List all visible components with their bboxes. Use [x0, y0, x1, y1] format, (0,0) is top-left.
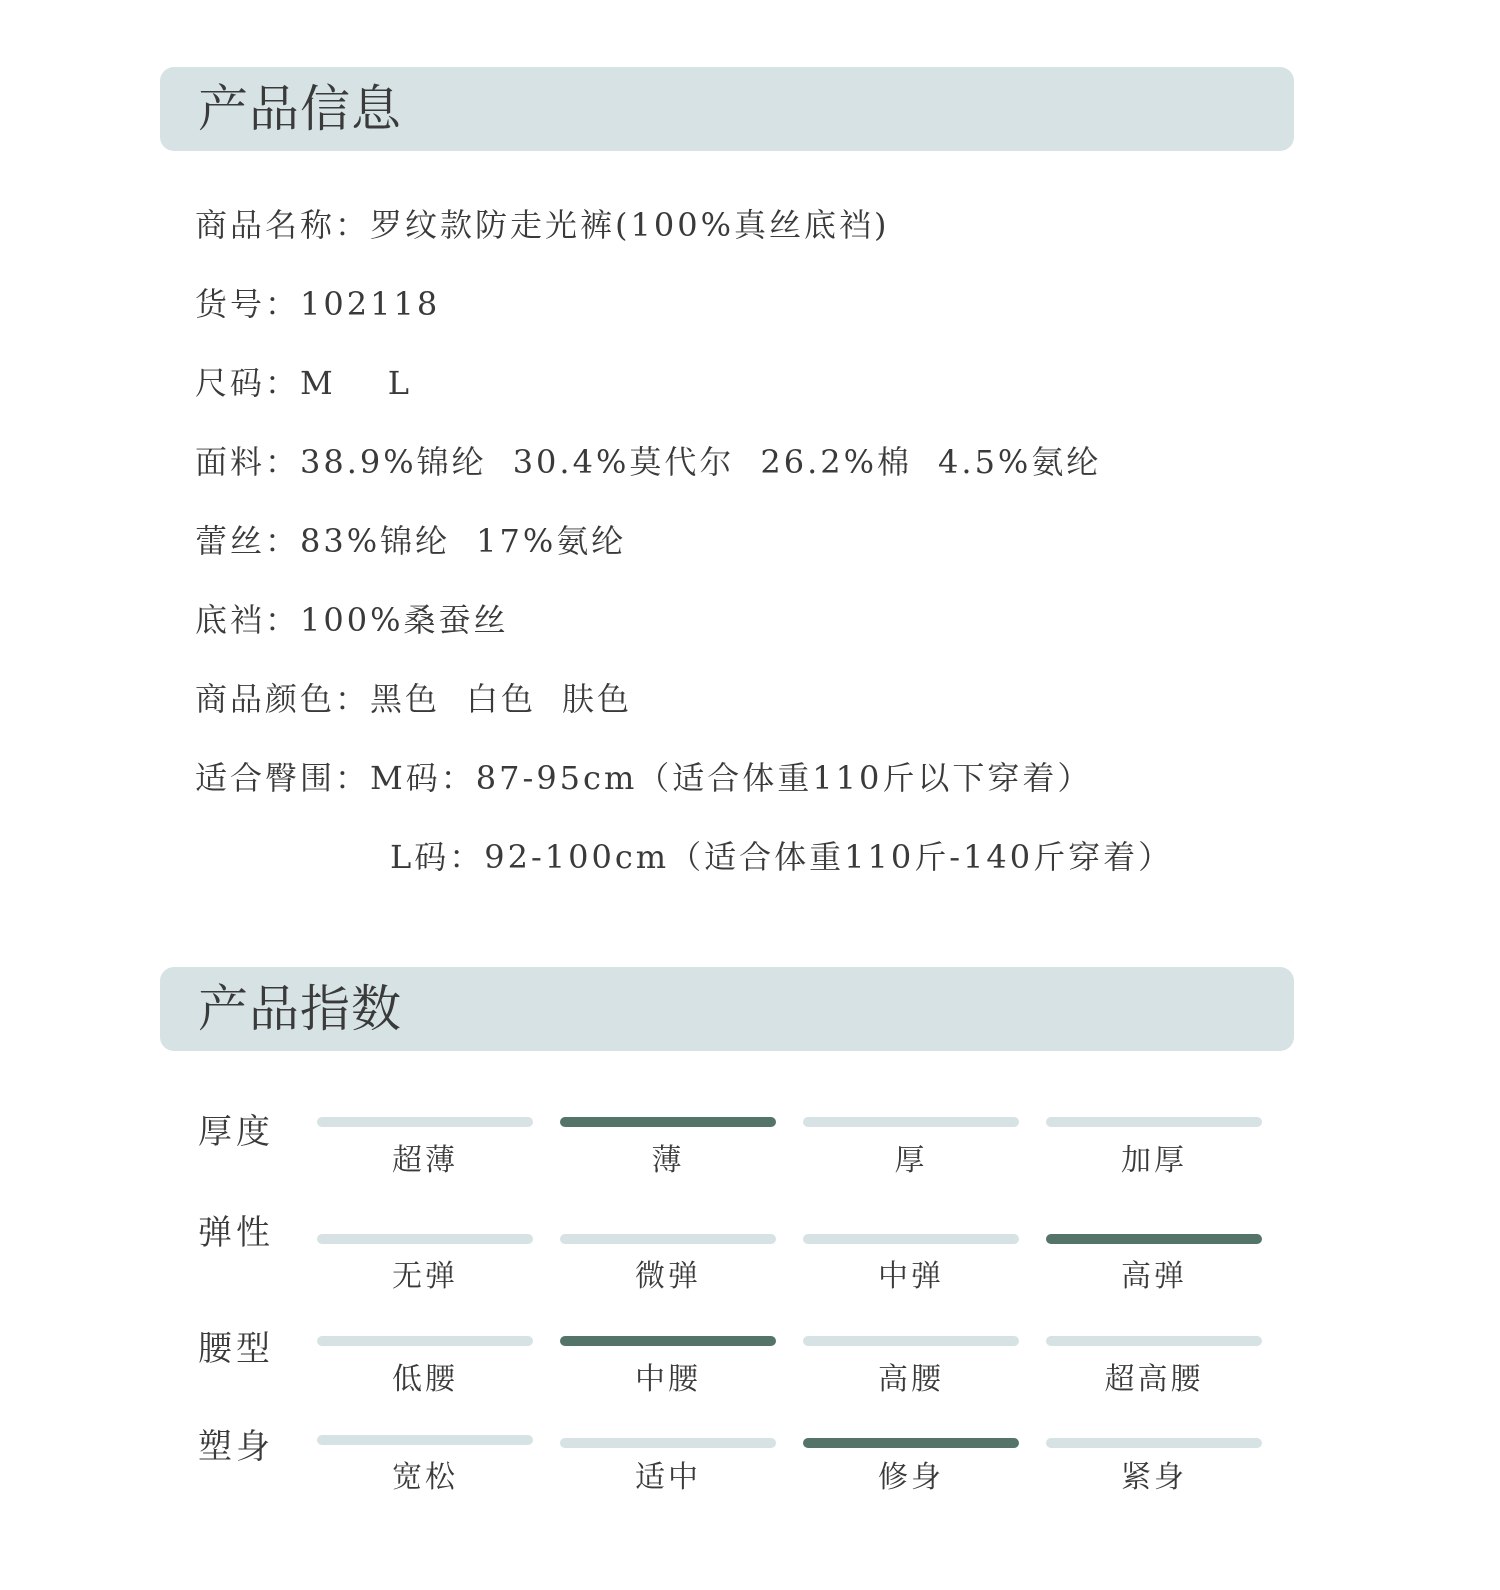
index-bar	[803, 1336, 1019, 1346]
info-row-fabric	[195, 442, 1101, 482]
product-index-title: 产品指数	[198, 980, 402, 1038]
info-row-hip-l	[390, 837, 1173, 877]
lace-item: 17%氨纶	[476, 522, 627, 560]
index-bar	[317, 1435, 533, 1445]
crotch-label: 底裆：	[195, 601, 301, 639]
index-bar	[317, 1336, 533, 1346]
info-row-sku	[195, 284, 440, 324]
index-option: 高弹	[1121, 1259, 1187, 1294]
fabric-item: 30.4%莫代尔	[512, 443, 735, 481]
index-option: 低腰	[392, 1362, 458, 1397]
index-bar	[560, 1336, 776, 1346]
lace-label: 蕾丝：	[195, 522, 301, 560]
hip-m-value: M码：87-95cm（适合体重110斤以下穿着）	[370, 759, 1093, 797]
index-bar	[560, 1117, 776, 1127]
index-bar	[1046, 1438, 1262, 1448]
index-option: 适中	[635, 1460, 701, 1495]
index-option: 中弹	[878, 1259, 944, 1294]
index-option: 厚	[894, 1143, 928, 1178]
info-row-color	[195, 679, 632, 719]
index-option: 无弹	[392, 1259, 458, 1294]
color-label: 商品颜色：	[195, 680, 371, 718]
index-bar	[560, 1438, 776, 1448]
fabric-label: 面料：	[195, 443, 301, 481]
index-label-shaping: 塑身	[198, 1427, 274, 1467]
size-l: L	[387, 364, 413, 402]
product-info-header	[160, 67, 1294, 151]
index-option: 修身	[878, 1460, 944, 1495]
info-row-size	[195, 363, 412, 403]
index-label-thickness: 厚度	[198, 1112, 274, 1152]
index-bar	[1046, 1336, 1262, 1346]
index-bar	[1046, 1234, 1262, 1244]
index-option: 微弹	[635, 1259, 701, 1294]
index-bar	[803, 1438, 1019, 1448]
crotch-value: 100%桑蚕丝	[300, 601, 509, 639]
product-info-title: 产品信息	[198, 80, 402, 138]
index-label-waist: 腰型	[198, 1329, 274, 1369]
info-row-hip-m	[195, 758, 1092, 798]
name-label: 商品名称：	[195, 206, 371, 244]
product-index-header	[160, 967, 1294, 1051]
info-row-name	[195, 205, 889, 245]
index-option: 薄	[651, 1143, 685, 1178]
color-item: 白色	[466, 680, 537, 718]
index-option: 高腰	[878, 1362, 944, 1397]
color-item: 黑色	[370, 680, 441, 718]
name-value: 罗纹款防走光裤(100%真丝底裆)	[370, 206, 890, 244]
info-row-lace	[195, 521, 626, 561]
sku-label: 货号：	[195, 285, 301, 323]
fabric-item: 4.5%氨纶	[938, 443, 1102, 481]
index-bar	[803, 1117, 1019, 1127]
index-option: 中腰	[635, 1362, 701, 1397]
sku-value: 102118	[300, 285, 441, 323]
fabric-item: 38.9%锦纶	[300, 443, 487, 481]
index-bar	[560, 1234, 776, 1244]
index-label-elasticity: 弹性	[198, 1213, 274, 1253]
info-row-crotch	[195, 600, 509, 640]
lace-item: 83%锦纶	[300, 522, 451, 560]
index-bar	[317, 1117, 533, 1127]
hip-l-value: L码：92-100cm（适合体重110斤-140斤穿着）	[390, 838, 1174, 876]
index-option: 宽松	[392, 1460, 458, 1495]
index-bar	[803, 1234, 1019, 1244]
index-option: 超高腰	[1104, 1362, 1204, 1397]
hip-label: 适合臀围：	[195, 759, 371, 797]
index-bar	[317, 1234, 533, 1244]
size-label: 尺码：	[195, 364, 301, 402]
fabric-item: 26.2%棉	[760, 443, 913, 481]
index-option: 超薄	[392, 1143, 458, 1178]
index-bar	[1046, 1117, 1262, 1127]
index-option: 加厚	[1121, 1143, 1187, 1178]
color-item: 肤色	[562, 680, 633, 718]
size-m: M	[300, 364, 336, 402]
index-option: 紧身	[1121, 1460, 1187, 1495]
